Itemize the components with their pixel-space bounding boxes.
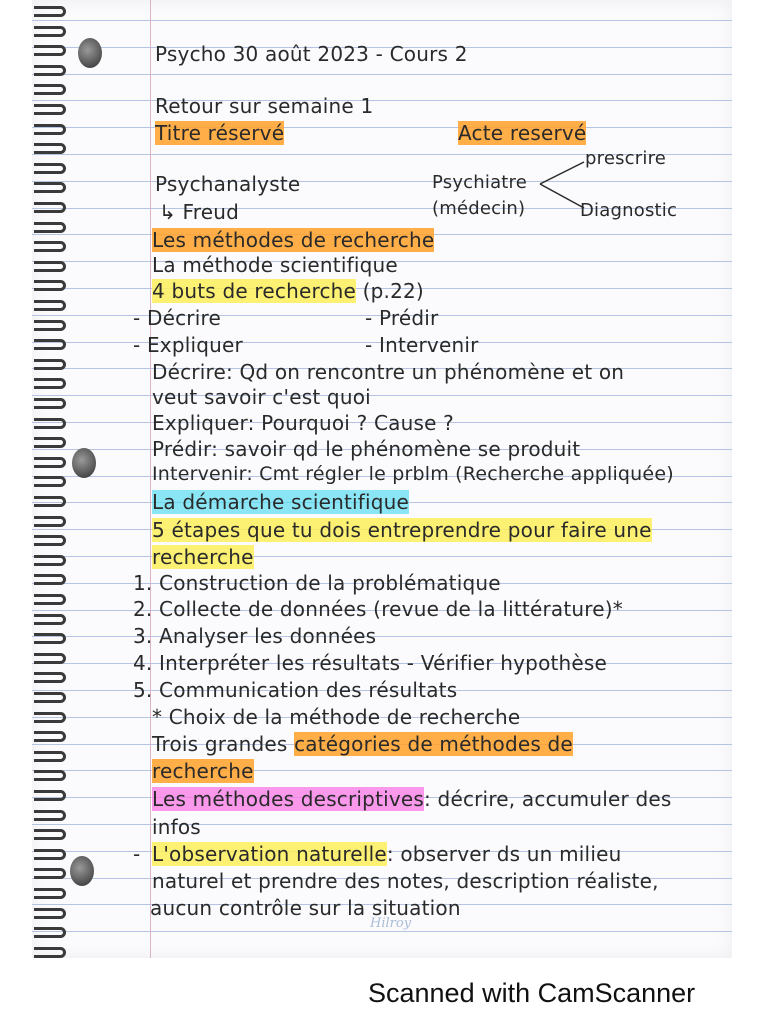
observation-highlight: L'observation naturelle [152, 842, 387, 866]
spiral-coil [34, 320, 66, 331]
ruled-line [32, 556, 732, 557]
decrire-definition-2: veut savoir c'est quoi [152, 385, 371, 409]
methodes-descriptives [152, 787, 671, 811]
spiral-coil [34, 574, 66, 585]
methode-scientifique: La méthode scientifique [152, 253, 398, 277]
spiral-coil [34, 84, 66, 95]
trois-categories [152, 732, 573, 756]
spiral-coil [34, 653, 66, 664]
spiral-binding [30, 0, 70, 958]
spiral-coil [34, 300, 66, 311]
methodes-recherche: Les méthodes de recherche [152, 228, 435, 252]
spiral-coil [34, 45, 66, 56]
decrire-definition-1: Décrire: Qd on rencontre un phénomène et on [152, 360, 625, 384]
step-4: 4. Interpréter les résultats - Vérifier hypothèse [133, 651, 608, 675]
observation-naturelle [152, 842, 621, 866]
margin-line [150, 0, 151, 958]
spiral-coil [34, 378, 66, 389]
bullet-expliquer: - Expliquer [133, 333, 243, 357]
spiral-coil [34, 496, 66, 507]
observation-dash: - [133, 842, 141, 866]
acte-reserve: Acte reservé [458, 121, 587, 145]
spiral-coil [34, 633, 66, 644]
buts-highlight: 4 buts de recherche [152, 279, 357, 303]
spiral-coil [34, 672, 66, 683]
medecin: (médecin) [432, 198, 526, 219]
spiral-coil [34, 712, 66, 723]
spiral-coil [34, 535, 66, 546]
diagnostic: Diagnostic [580, 200, 678, 221]
buts-ref: (p.22) [356, 279, 424, 303]
etapes-line-2: recherche [152, 545, 254, 569]
step-5: 5. Communication des résultats [133, 678, 458, 702]
expliquer-definition: Expliquer: Pourquoi ? Cause ? [152, 411, 454, 435]
spiral-coil [34, 241, 66, 252]
punch-hole [72, 448, 96, 478]
step-3: 3. Analyser les données [133, 624, 377, 648]
spiral-coil [34, 339, 66, 350]
freud: ↳ Freud [159, 200, 240, 224]
spiral-coil [34, 516, 66, 527]
predir-definition: Prédir: savoir qd le phénomène se produit [152, 437, 581, 461]
spiral-coil [34, 908, 66, 919]
note-header: Psycho 30 août 2023 - Cours 2 [155, 42, 468, 66]
etapes-line-1: 5 étapes que tu dois entreprendre pour faire une [152, 518, 652, 542]
week-review: Retour sur semaine 1 [155, 94, 374, 118]
bullet-intervenir: - Intervenir [365, 333, 479, 357]
paper-brand: Hilroy [370, 916, 412, 931]
observation-line-2: naturel et prendre des notes, description réaliste, [152, 869, 659, 893]
spiral-coil [34, 555, 66, 566]
camscanner-watermark: Scanned with CamScanner [368, 978, 696, 1008]
infos: infos [152, 815, 201, 839]
step-2: 2. Collecte de données (revue de la littérature)* [133, 597, 623, 621]
step-1: 1. Construction de la problématique [133, 571, 501, 595]
ruled-line [32, 931, 732, 932]
spiral-coil [34, 261, 66, 272]
ruled-line [32, 127, 732, 128]
demarche-scientifique: La démarche scientifique [152, 490, 410, 514]
titre-reserve: Titre réservé [155, 121, 285, 145]
spiral-coil [34, 26, 66, 37]
spiral-coil [34, 849, 66, 860]
spiral-coil [34, 222, 66, 233]
bullet-predir: - Prédir [365, 306, 439, 330]
spiral-coil [34, 829, 66, 840]
spiral-coil [34, 418, 66, 429]
spiral-coil [34, 692, 66, 703]
spiral-coil [34, 927, 66, 938]
spiral-coil [34, 143, 66, 154]
spiral-coil [34, 124, 66, 135]
psychanalyste: Psychanalyste [155, 172, 301, 196]
spiral-coil [34, 457, 66, 468]
trois-plain: Trois grandes [152, 732, 295, 756]
ruled-line [32, 74, 732, 75]
spiral-coil [34, 359, 66, 370]
spiral-coil [34, 104, 66, 115]
ruled-line [32, 181, 732, 182]
punch-hole [78, 38, 102, 68]
spiral-coil [34, 398, 66, 409]
spiral-coil [34, 594, 66, 605]
observation-line-3: aucun contrôle sur la situation [150, 896, 461, 920]
spiral-coil [34, 437, 66, 448]
observation-rest: : observer ds un milieu [386, 842, 622, 866]
ruled-line [32, 20, 732, 21]
ruled-line [32, 395, 732, 396]
spiral-coil [34, 163, 66, 174]
spiral-coil [34, 751, 66, 762]
descriptives-highlight: Les méthodes descriptives [152, 787, 425, 811]
choix-methode: * Choix de la méthode de recherche [152, 705, 521, 729]
descriptives-rest: : décrire, accumuler des [424, 787, 672, 811]
trois-categories-2: recherche [152, 759, 254, 783]
spiral-coil [34, 888, 66, 899]
spiral-coil [34, 182, 66, 193]
prescrire: prescrire [585, 148, 667, 169]
bullet-decrire: - Décrire [133, 306, 221, 330]
spiral-coil [34, 790, 66, 801]
spiral-coil [34, 810, 66, 821]
spiral-coil [34, 476, 66, 487]
trois-highlight: catégories de méthodes de [294, 732, 573, 756]
spiral-coil [34, 731, 66, 742]
spiral-coil [34, 614, 66, 625]
ruled-line [32, 770, 732, 771]
ruled-line [32, 100, 732, 101]
spiral-coil [34, 280, 66, 291]
punch-hole [70, 856, 94, 886]
spiral-coil [34, 202, 66, 213]
buts-recherche [152, 279, 424, 303]
spiral-coil [34, 65, 66, 76]
spiral-coil [34, 868, 66, 879]
psychiatre: Psychiatre [432, 172, 528, 193]
spiral-coil [34, 770, 66, 781]
spiral-coil [34, 6, 66, 17]
spiral-coil [34, 947, 66, 958]
ruled-line [32, 824, 732, 825]
intervenir-definition: Intervenir: Cmt régler le prblm (Recherche appliquée) [152, 463, 674, 485]
